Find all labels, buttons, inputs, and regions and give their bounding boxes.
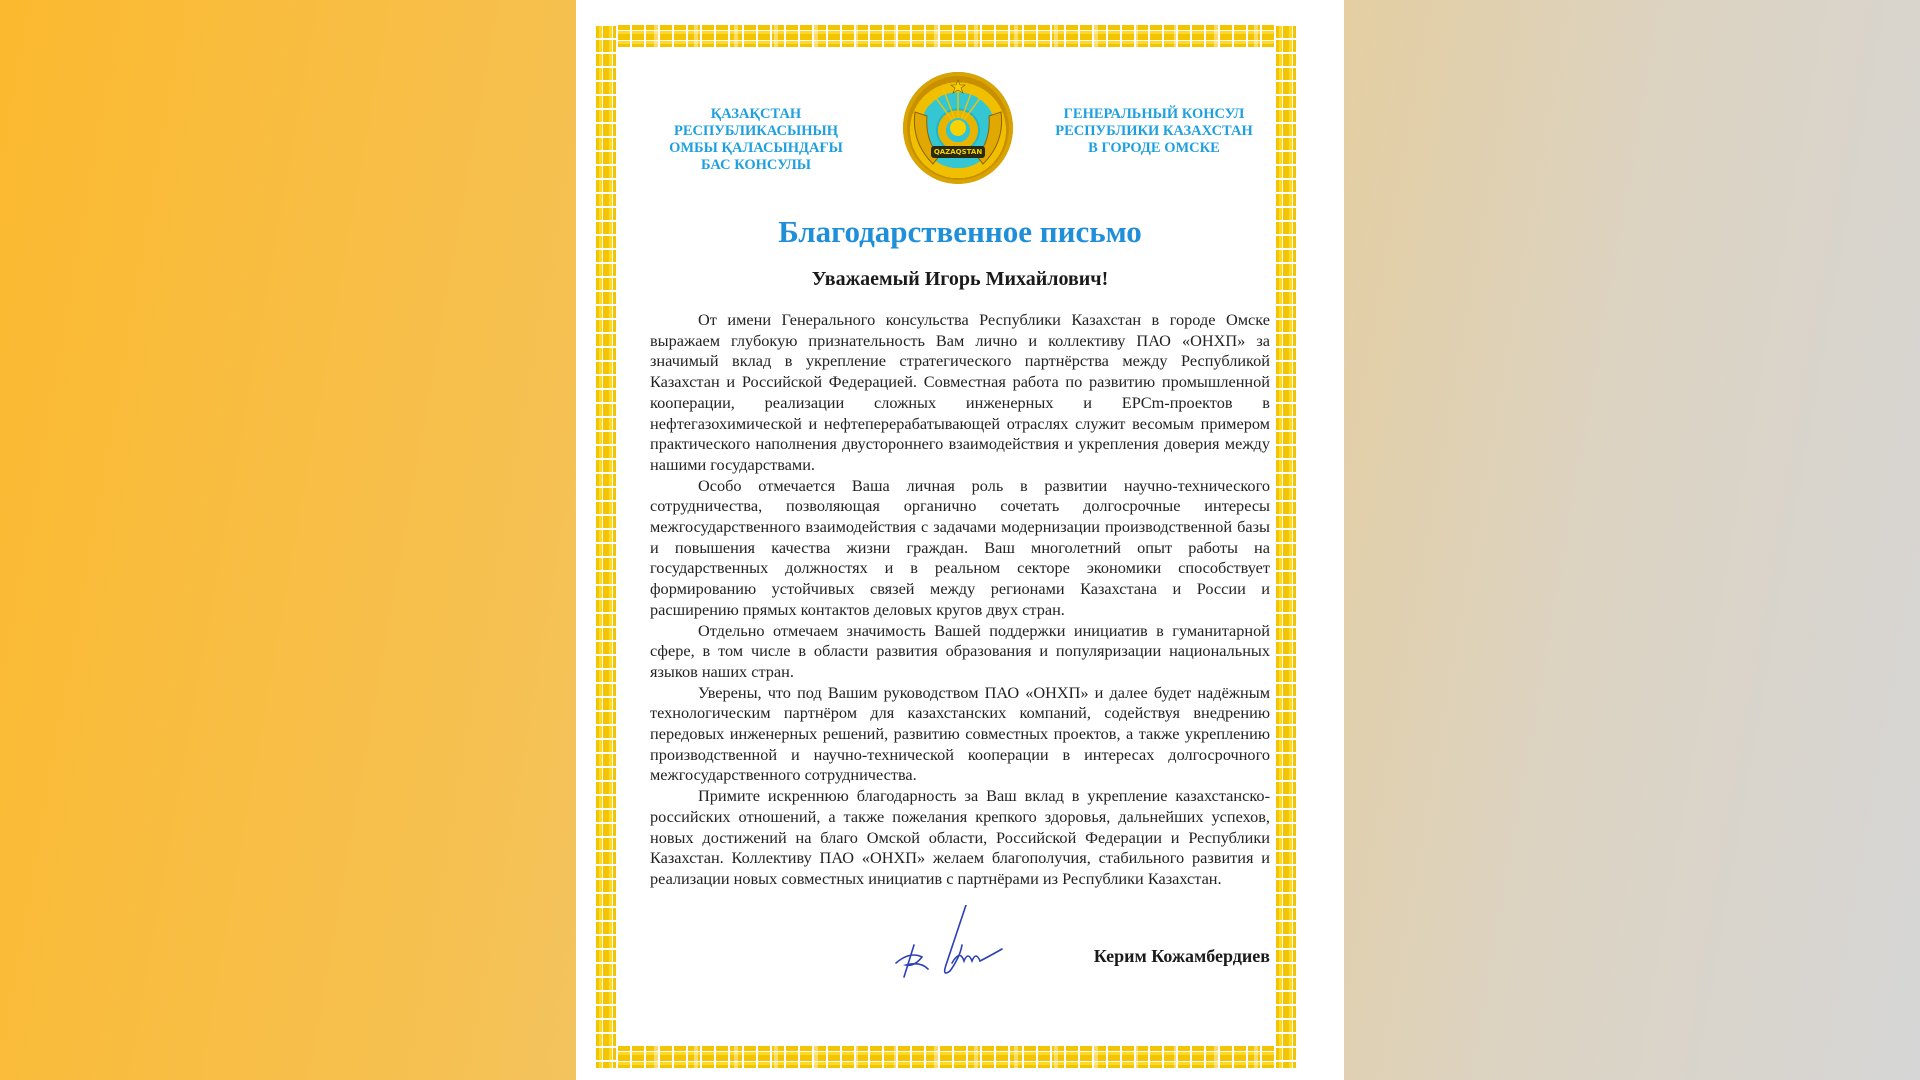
paragraph-2: Особо отмечается Ваша личная роль в развитии научно-технического сотрудничества, позволяющая органично сочетать долгосрочные интересы межгосударственного взаимодействия с задачами модернизации производственной базы и повышения качества жизни граждан. Ваш многолетний опыт работы на государственных должностях и в реальном секторе экономики способствует формированию устойчивых связей между регионами Казахстана и России и расширению прямых контактов деловых кругов двух стран. <box>650 475 1270 619</box>
header-right-line3: В ГОРОДЕ ОМСКЕ <box>1088 140 1220 156</box>
paragraph-5: Примите искреннюю благодарность за Ваш вклад в укрепление казахстанско-российских отношений, а также пожелания крепкого здоровья, дальнейших успехов, новых достижений на благо Омской области, Российской Федерации и Республики Казахстан. Коллективу ПАО «ОНХП» желаем благополучия, стабильного развития и реализации новых совместных инициатив с партнёрами из Республики Казахстан. <box>650 786 1270 888</box>
letter-page <box>576 0 1344 1080</box>
salutation: Уважаемый Игорь Михайлович! <box>811 268 1109 290</box>
ornament-border-top <box>596 25 1296 47</box>
letter-title: Благодарственное письмо <box>778 214 1142 249</box>
signer-name: Керим Кожамбердиев <box>1093 946 1270 966</box>
ornament-border-right <box>1276 25 1296 1068</box>
letter-body <box>650 310 1270 890</box>
ornament-border-left <box>596 25 616 1068</box>
header-left-line2: ОМБЫ ҚАЛАСЫНДАҒЫ <box>669 140 843 156</box>
paragraph-4: Уверены, что под Вашим руководством ПАО «ОНХП» и далее будет надёжным технологическим партнёром для казахстанских компаний, содействуя внедрению передовых инженерных решений, развитию совместных проектов, а также укреплению производственной и научно-технической кооперации в интересах долгосрочного межгосударственного сотрудничества. <box>650 682 1270 785</box>
header-right-line2: РЕСПУБЛИКИ КАЗАХСТАН <box>1055 123 1253 139</box>
paragraph-1: От имени Генерального консульства Республики Казахстан в городе Омске выражаем глубокую признательность Вам лично и коллективу ПАО «ОНХП» за значимый вклад в укрепление стратегического партнёрства между Республикой Казахстан и Российской Федерацией. Совместная работа по развитию промышленной кооперации, реализации сложных инженерных и EPCm-проектов в нефтегазохимической и нефтеперерабатывающей отраслях служит весомым примером практического наполнения двустороннего взаимодействия и укрепления доверия между нашими государствами. <box>650 310 1270 474</box>
paragraph-3: Отдельно отмечаем значимость Вашей поддержки инициатив в гуманитарной сфере, в том числе в области развития образования и популяризации национальных языков наших стран. <box>650 620 1270 681</box>
header-left-line3: БАС КОНСУЛЫ <box>700 157 811 173</box>
header-left-line1: ҚАЗАҚСТАН РЕСПУБЛИКАСЫНЫҢ <box>674 106 838 139</box>
kazakhstan-coat-of-arms-icon <box>903 72 1013 184</box>
consulate-header-russian <box>1029 106 1279 157</box>
handwritten-signature-icon <box>876 905 1046 985</box>
header-right-line1: ГЕНЕРАЛЬНЫЙ КОНСУЛ <box>1063 106 1245 122</box>
emblem-band-text: QAZAQSTAN <box>931 146 985 158</box>
ornament-border-bottom <box>596 1046 1296 1068</box>
consulate-header-kazakh <box>631 106 881 174</box>
